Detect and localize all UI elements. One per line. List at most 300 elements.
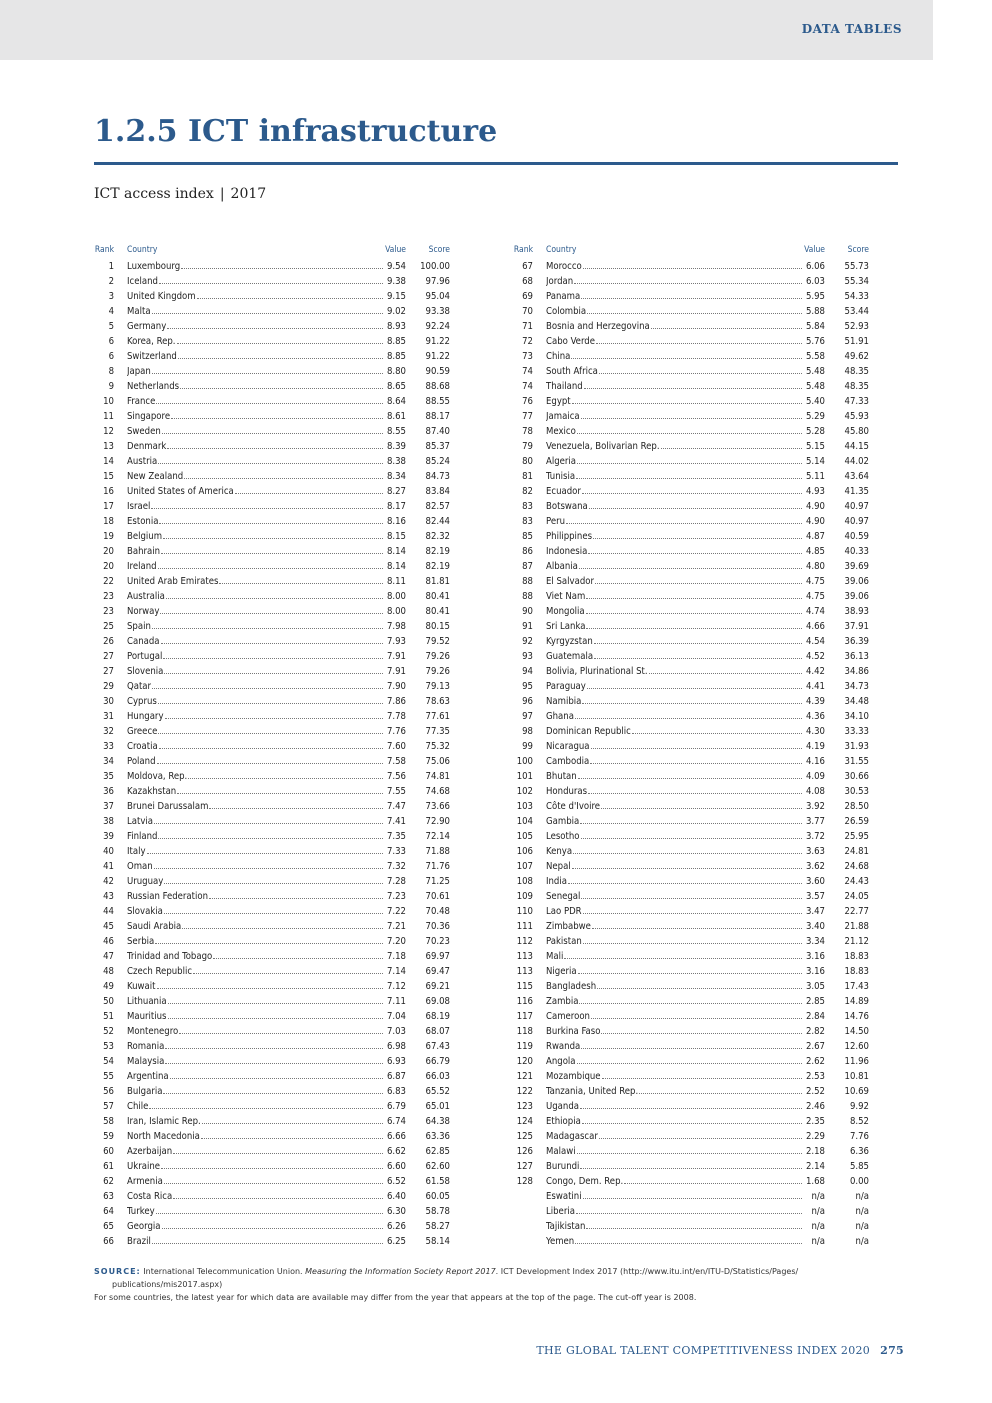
value-cell: 4.75 [805, 591, 825, 602]
country-cell [546, 846, 803, 857]
dot-leader [164, 883, 383, 884]
rank-cell: 108 [516, 876, 533, 887]
score-cell: 30.53 [844, 786, 869, 797]
dot-leader [163, 1093, 383, 1094]
score-cell: 79.26 [425, 651, 450, 662]
score-cell: 82.57 [425, 501, 450, 512]
score-cell: 65.01 [425, 1101, 450, 1112]
country-cell [127, 381, 384, 392]
country-name: Rwanda [546, 1041, 581, 1052]
table-row [94, 842, 450, 857]
rank-cell: 85 [522, 531, 533, 542]
country-name: Honduras [546, 786, 588, 797]
country-cell [127, 1236, 384, 1247]
country-name: Moldova, Rep. [127, 771, 188, 782]
table-row [513, 347, 869, 362]
country-name: Luxembourg [127, 261, 181, 272]
dot-leader [162, 1228, 384, 1229]
col-country-header: Country [127, 245, 158, 255]
table-subtitle [94, 186, 266, 202]
country-name: Cambodia [546, 756, 590, 767]
country-cell [127, 501, 384, 512]
country-cell [546, 906, 803, 917]
country-cell [546, 816, 803, 827]
score-cell: 18.83 [844, 966, 869, 977]
dot-leader [602, 1078, 802, 1079]
score-cell: 48.35 [844, 366, 869, 377]
rank-cell: 17 [103, 501, 114, 512]
table-row [94, 437, 450, 452]
value-cell: 8.93 [386, 321, 406, 332]
country-cell [546, 456, 803, 467]
table-row [513, 1037, 869, 1052]
dot-leader [583, 913, 802, 914]
country-name: Austria [127, 456, 158, 467]
dot-leader [158, 568, 383, 569]
country-cell [546, 261, 803, 272]
table-row [94, 797, 450, 812]
value-cell: 5.40 [805, 396, 825, 407]
country-cell [127, 621, 384, 632]
country-name: Dominican Republic [546, 726, 631, 737]
country-cell [546, 771, 803, 782]
table-row [513, 1142, 869, 1157]
country-cell [546, 681, 803, 692]
score-cell: 40.97 [844, 501, 869, 512]
score-cell: 33.33 [844, 726, 869, 737]
dot-leader [601, 808, 802, 809]
country-cell [127, 756, 384, 767]
dot-leader [165, 1063, 383, 1064]
country-cell [546, 1086, 803, 1097]
country-name: Spain [127, 621, 151, 632]
rank-cell: 126 [516, 1146, 533, 1157]
country-name: Kenya [546, 846, 573, 857]
country-cell [546, 351, 803, 362]
dot-leader [601, 1033, 802, 1034]
score-cell: 91.22 [425, 336, 450, 347]
dot-leader [581, 1048, 802, 1049]
country-cell [127, 636, 384, 647]
dot-leader [159, 748, 383, 749]
dot-leader [202, 1123, 383, 1124]
rank-cell: 128 [516, 1176, 533, 1187]
country-name: Russian Federation [127, 891, 209, 902]
country-cell [127, 996, 384, 1007]
value-cell: 7.55 [386, 786, 406, 797]
value-cell: 4.74 [805, 606, 825, 617]
country-name: United States of America [127, 486, 234, 497]
value-cell: 2.85 [805, 996, 825, 1007]
value-cell: 4.16 [805, 756, 825, 767]
col-score-header: Score [847, 245, 869, 255]
country-name: Cameroon [546, 1011, 590, 1022]
value-cell: 7.28 [386, 876, 406, 887]
country-cell [127, 966, 384, 977]
value-cell: 4.90 [805, 501, 825, 512]
rank-cell: 53 [103, 1041, 114, 1052]
score-cell: 34.10 [844, 711, 869, 722]
country-name: Turkey [127, 1206, 155, 1217]
table-row [94, 482, 450, 497]
ranking-table-right [513, 243, 869, 1247]
value-cell: 4.75 [805, 576, 825, 587]
rank-cell: 29 [103, 681, 114, 692]
value-cell: 5.76 [805, 336, 825, 347]
value-cell: 4.30 [805, 726, 825, 737]
rank-cell: 103 [516, 801, 533, 812]
dot-leader [576, 478, 802, 479]
dot-leader [592, 928, 802, 929]
rank-cell: 118 [516, 1026, 533, 1037]
country-cell [546, 1236, 803, 1247]
country-name: Angola [546, 1056, 576, 1067]
country-name: Poland [127, 756, 156, 767]
rank-cell: 73 [522, 351, 533, 362]
rank-cell: 113 [516, 951, 533, 962]
country-cell [127, 981, 384, 992]
country-cell [546, 801, 803, 812]
table-row [94, 1007, 450, 1022]
rank-cell: 55 [103, 1071, 114, 1082]
country-name: Chile [127, 1101, 149, 1112]
country-name: Costa Rica [127, 1191, 173, 1202]
rank-cell: 45 [103, 921, 114, 932]
value-cell: 7.21 [386, 921, 406, 932]
value-cell: 8.85 [386, 351, 406, 362]
country-cell [127, 726, 384, 737]
score-cell: 73.66 [425, 801, 450, 812]
dot-leader [591, 1018, 802, 1019]
dot-leader [661, 448, 802, 449]
country-cell [546, 366, 803, 377]
value-cell: 6.26 [386, 1221, 406, 1232]
score-cell: 77.35 [425, 726, 450, 737]
table-row [94, 1142, 450, 1157]
table-row [94, 602, 450, 617]
table-row [513, 1112, 869, 1127]
score-cell: 65.52 [425, 1086, 450, 1097]
rank-cell: 40 [103, 846, 114, 857]
value-cell: 6.98 [386, 1041, 406, 1052]
value-cell: 6.60 [386, 1161, 406, 1172]
score-cell: n/a [855, 1191, 869, 1202]
value-cell: 8.17 [386, 501, 406, 512]
rank-cell: 68 [522, 276, 533, 287]
dot-leader [170, 1078, 383, 1079]
rank-cell: 35 [103, 771, 114, 782]
value-cell: 2.84 [805, 1011, 825, 1022]
country-name: Burkina Faso [546, 1026, 601, 1037]
score-cell: n/a [855, 1236, 869, 1247]
table-row [513, 767, 869, 782]
country-cell [127, 1011, 384, 1022]
value-cell: 4.90 [805, 516, 825, 527]
value-cell: 4.93 [805, 486, 825, 497]
dot-leader [168, 1018, 383, 1019]
rank-cell: 37 [103, 801, 114, 812]
rank-cell: 93 [522, 651, 533, 662]
country-cell [127, 711, 384, 722]
country-name: Lesotho [546, 831, 580, 842]
country-name: Colombia [546, 306, 587, 317]
country-cell [546, 786, 803, 797]
country-name: Uruguay [127, 876, 164, 887]
dot-leader [164, 673, 383, 674]
score-cell: 71.88 [425, 846, 450, 857]
value-cell: 1.68 [805, 1176, 825, 1187]
score-cell: 75.32 [425, 741, 450, 752]
rank-cell: 106 [516, 846, 533, 857]
country-name: Kuwait [127, 981, 156, 992]
country-name: Thailand [546, 381, 583, 392]
rank-cell: 38 [103, 816, 114, 827]
table-row [513, 1202, 869, 1217]
value-cell: 4.08 [805, 786, 825, 797]
country-name: Senegal [546, 891, 581, 902]
table-row [94, 752, 450, 767]
dot-leader [152, 1243, 383, 1244]
rank-cell: 65 [103, 1221, 114, 1232]
country-cell [546, 381, 803, 392]
rank-cell: 94 [522, 666, 533, 677]
country-cell [127, 831, 384, 842]
dot-leader [156, 1213, 383, 1214]
table-row [94, 557, 450, 572]
table-row [513, 692, 869, 707]
rank-cell: 117 [516, 1011, 533, 1022]
score-cell: 80.41 [425, 591, 450, 602]
country-name: Sri Lanka [546, 621, 586, 632]
country-name: United Arab Emirates [127, 576, 219, 587]
dot-leader [161, 1168, 383, 1169]
country-name: Greece [127, 726, 158, 737]
country-name: Nigeria [546, 966, 577, 977]
table-row [94, 1172, 450, 1187]
value-cell: 3.47 [805, 906, 825, 917]
country-cell [127, 786, 384, 797]
rank-cell: 62 [103, 1176, 114, 1187]
rank-cell: 12 [103, 426, 114, 437]
rank-cell: 119 [516, 1041, 533, 1052]
country-cell [546, 591, 803, 602]
score-cell: 70.48 [425, 906, 450, 917]
country-name: Nicaragua [546, 741, 590, 752]
country-cell [127, 801, 384, 812]
score-cell: 74.68 [425, 786, 450, 797]
value-cell: 7.91 [386, 666, 406, 677]
table-row [513, 1157, 869, 1172]
dot-leader [577, 463, 802, 464]
value-cell: 8.39 [386, 441, 406, 452]
country-name: Malaysia [127, 1056, 165, 1067]
rank-cell: 27 [103, 651, 114, 662]
country-cell [546, 501, 803, 512]
country-cell [127, 846, 384, 857]
table-row [513, 1127, 869, 1142]
dot-leader [574, 283, 802, 284]
country-name: Bangladesh [546, 981, 597, 992]
value-cell: 2.18 [805, 1146, 825, 1157]
table-row [94, 857, 450, 872]
country-cell [127, 906, 384, 917]
dot-leader [158, 703, 383, 704]
value-cell: 2.53 [805, 1071, 825, 1082]
score-cell: 12.60 [844, 1041, 869, 1052]
rank-cell: 5 [108, 321, 114, 332]
country-cell [546, 486, 803, 497]
table-row [94, 662, 450, 677]
country-name: Canada [127, 636, 160, 647]
table-row [513, 782, 869, 797]
dot-leader [173, 1198, 383, 1199]
value-cell: 8.14 [386, 561, 406, 572]
dot-leader [573, 853, 802, 854]
country-cell [546, 276, 803, 287]
dot-leader [182, 928, 383, 929]
rank-cell: 14 [103, 456, 114, 467]
country-cell [127, 396, 384, 407]
value-cell: 2.29 [805, 1131, 825, 1142]
country-cell [127, 366, 384, 377]
score-cell: 85.24 [425, 456, 450, 467]
col-score-header: Score [428, 245, 450, 255]
country-cell [546, 711, 803, 722]
value-cell: 3.60 [805, 876, 825, 887]
table-row [513, 842, 869, 857]
table-row [513, 287, 869, 302]
country-name: Mali [546, 951, 564, 962]
rank-cell: 71 [522, 321, 533, 332]
country-cell [546, 636, 803, 647]
value-cell: 2.14 [805, 1161, 825, 1172]
dot-leader [164, 913, 383, 914]
score-cell: 18.83 [844, 951, 869, 962]
score-cell: 58.14 [425, 1236, 450, 1247]
country-cell [546, 531, 803, 542]
score-cell: 79.52 [425, 636, 450, 647]
country-name: Lithuania [127, 996, 167, 1007]
rank-cell: 19 [103, 531, 114, 542]
value-cell: 7.04 [386, 1011, 406, 1022]
country-cell [546, 441, 803, 452]
dot-leader [639, 1093, 802, 1094]
value-cell: 8.61 [386, 411, 406, 422]
rank-cell: 22 [103, 576, 114, 587]
dot-leader [582, 493, 802, 494]
rank-cell: 9 [108, 381, 114, 392]
country-name: Indonesia [546, 546, 588, 557]
rank-cell: 102 [516, 786, 533, 797]
value-cell: 5.28 [805, 426, 825, 437]
table-row [513, 1217, 869, 1232]
score-cell: 75.06 [425, 756, 450, 767]
country-name: Bosnia and Herzegovina [546, 321, 650, 332]
table-row [94, 587, 450, 602]
page-number: 275 [880, 1344, 904, 1357]
dot-leader [151, 508, 383, 509]
dot-leader [572, 868, 802, 869]
dot-leader [587, 688, 802, 689]
country-cell [546, 756, 803, 767]
dot-leader [584, 388, 802, 389]
score-cell: 70.23 [425, 936, 450, 947]
country-name: Sweden [127, 426, 161, 437]
country-cell [127, 486, 384, 497]
table-header [513, 243, 869, 255]
value-cell: 7.90 [386, 681, 406, 692]
table-row [513, 437, 869, 452]
country-name: India [546, 876, 567, 887]
country-cell [546, 1206, 803, 1217]
rank-cell: 43 [103, 891, 114, 902]
value-cell: 2.82 [805, 1026, 825, 1037]
value-cell: 8.16 [386, 516, 406, 527]
score-cell: 25.95 [844, 831, 869, 842]
table-row [94, 962, 450, 977]
country-name: Jamaica [546, 411, 580, 422]
rank-cell: 112 [516, 936, 533, 947]
table-row [513, 392, 869, 407]
country-cell [127, 411, 384, 422]
score-cell: 53.44 [844, 306, 869, 317]
value-cell: 8.85 [386, 336, 406, 347]
score-cell: 77.61 [425, 711, 450, 722]
score-cell: 68.07 [425, 1026, 450, 1037]
dot-leader [591, 748, 802, 749]
country-cell [546, 336, 803, 347]
table-row [513, 587, 869, 602]
dot-leader [577, 433, 802, 434]
title-rule [94, 162, 898, 165]
value-cell: 4.42 [805, 666, 825, 677]
score-cell: 22.77 [844, 906, 869, 917]
value-cell: 6.93 [386, 1056, 406, 1067]
country-name: Saudi Arabia [127, 921, 182, 932]
value-cell: 8.00 [386, 591, 406, 602]
table-row [513, 512, 869, 527]
country-name: Germany [127, 321, 167, 332]
rank-cell: 36 [103, 786, 114, 797]
dot-leader [583, 1198, 802, 1199]
table-row [513, 467, 869, 482]
country-cell [546, 1131, 803, 1142]
value-cell: 3.05 [805, 981, 825, 992]
value-cell: 2.67 [805, 1041, 825, 1052]
country-name: Portugal [127, 651, 163, 662]
rank-cell: 18 [103, 516, 114, 527]
country-cell [127, 531, 384, 542]
dot-leader [586, 613, 802, 614]
rank-cell: 15 [103, 471, 114, 482]
section-label: DATA TABLES [801, 22, 902, 36]
dot-leader [163, 658, 383, 659]
value-cell: n/a [811, 1236, 825, 1247]
country-name: Latvia [127, 816, 154, 827]
score-cell: 51.91 [844, 336, 869, 347]
score-cell: 69.47 [425, 966, 450, 977]
rank-cell: 57 [103, 1101, 114, 1112]
score-cell: 36.39 [844, 636, 869, 647]
value-cell: 5.11 [805, 471, 825, 482]
value-cell: 8.55 [386, 426, 406, 437]
dot-leader [168, 1003, 383, 1004]
table-row [94, 692, 450, 707]
value-cell: 3.16 [805, 966, 825, 977]
table-row [94, 887, 450, 902]
value-cell: 6.79 [386, 1101, 406, 1112]
table-row [513, 407, 869, 422]
